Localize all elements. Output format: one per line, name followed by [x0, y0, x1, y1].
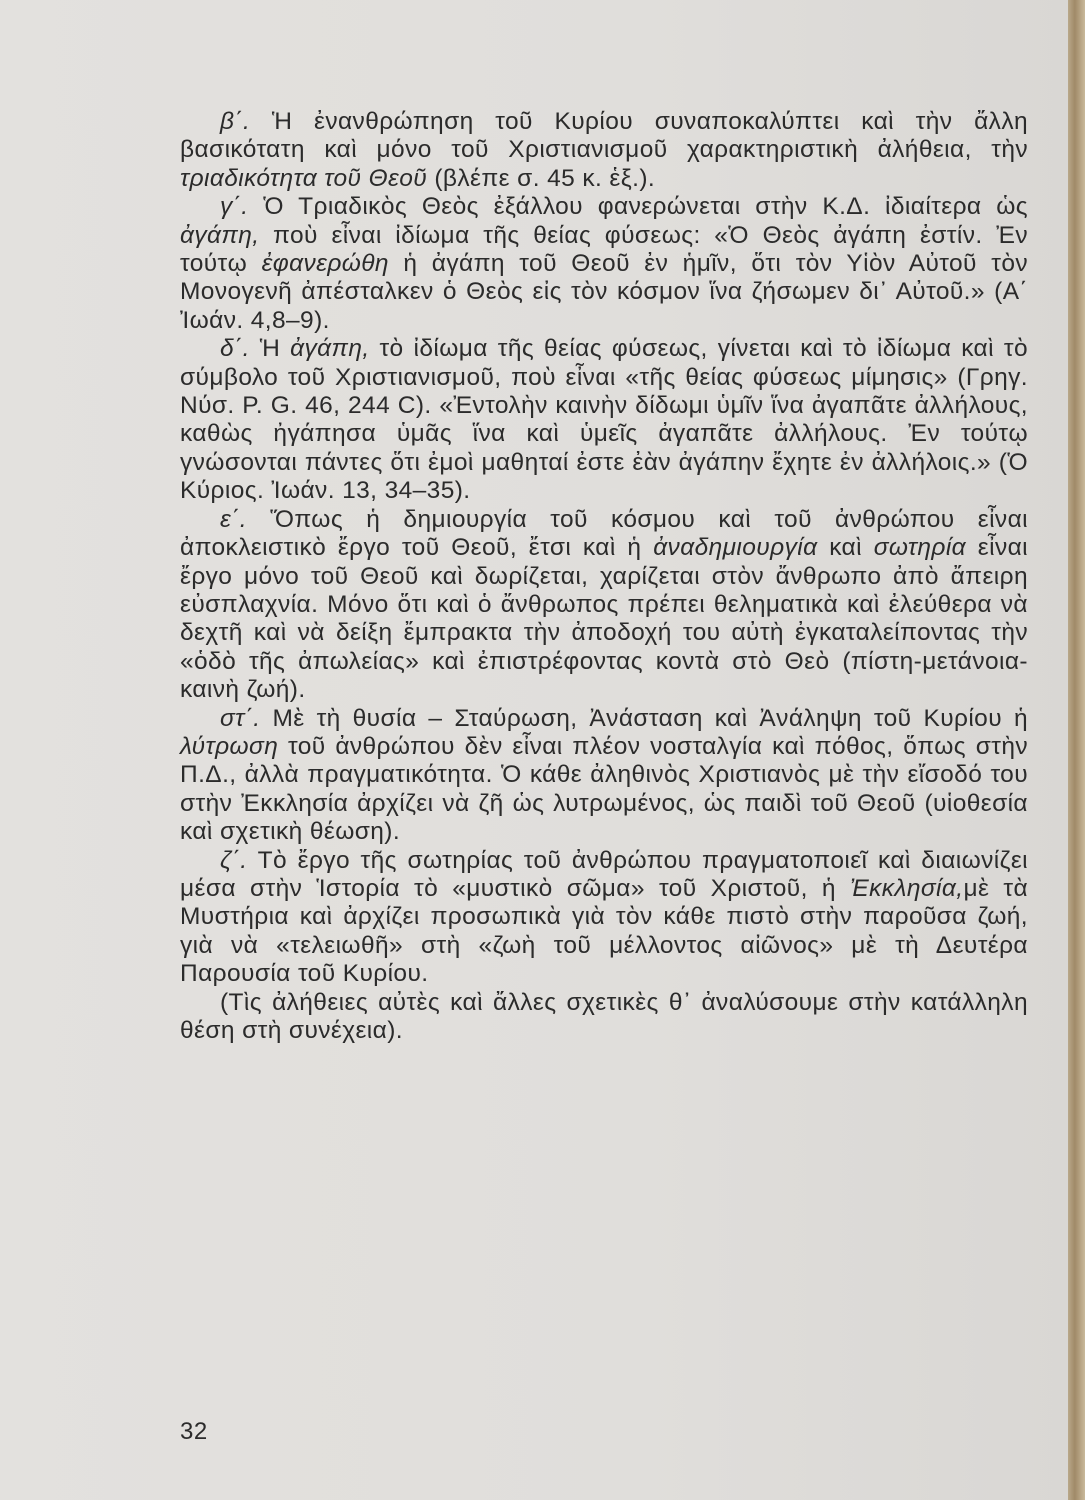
paragraph: [180, 847, 1028, 989]
text-segment: Ὁ Τριαδικὸς Θεὸς ἐξάλλου φανερώνεται στὴν Κ.Δ. ἰδιαίτερα ὡς: [248, 193, 1028, 221]
emphasized-text: ἐφανερώθη: [261, 250, 389, 278]
text-segment: Ἡ: [249, 335, 291, 363]
text-segment: μὲ τὰ Μυστήρια καὶ ἀρχίζει προσωπικὰ γιὰ τὸν κάθε πιστὸ στὴν παροῦσα ζωή, γιὰ νὰ «τελειωθῆ» στὴ «ζωὴ τοῦ μέλλοντος αἰῶνος» μὲ τὴ Δευτέρα Παρουσία τοῦ Κυρίου.: [180, 874, 1029, 988]
paragraph-label: γ΄.: [220, 193, 249, 221]
text-segment: ἡ ἀγάπη τοῦ Θεοῦ ἐν ἡμῖν, ὅτι τὸν Υἱὸν Αὐτοῦ τὸν Μονογενῆ ἀπέσταλκεν ὁ Θεὸς εἰς τὸν κόσμον ἵνα ζήσωμεν δι᾽ Αὐτοῦ.» (Α΄ Ἰωάν. 4,8–9).: [180, 250, 1028, 334]
text-segment: τοῦ ἀνθρώπου δὲν εἶναι πλέον νοσταλγία καὶ πόθος, ὅπως στὴν Π.Δ., ἀλλὰ πραγματικότητα. Ὁ κάθε ἀληθινὸς Χριστιανὸς μὲ τὴν εἴσοδό του στὴν Ἐκκλησία ἀρχίζει νὰ ζῆ ὡς λυτρωμένος, ὡς παιδὶ τοῦ Θεοῦ (υἱοθεσία καὶ σχετικὴ θέωση).: [180, 732, 1028, 846]
text-segment: καὶ: [817, 534, 874, 562]
paragraph-label: ζ΄.: [220, 846, 248, 874]
emphasized-text: ἀγάπη,: [290, 335, 370, 363]
page-number: 32: [180, 1418, 208, 1445]
paragraph: [180, 506, 1028, 705]
paragraph-label: β΄.: [220, 108, 251, 135]
paragraph-label: ε΄.: [220, 505, 247, 533]
text-segment: εἶναι ἔργο μόνο τοῦ Θεοῦ καὶ δωρίζεται, χαρίζεται στὸν ἄνθρωπο ἀπὸ ἄπειρη εὐσπλαχνία. Μόνο ὅτι καὶ ὁ ἄνθρωπος πρέπει θεληματικὰ καὶ ἐλεύθερα νὰ δεχτῆ καὶ νὰ δείξη ἔμπρακτα τὴν ἀποδοχή του αὐτὴ ἐγκαταλείποντας τὴν «ὁδὸ τῆς ἀπωλείας» καὶ ἐπιστρέφοντας κοντὰ στὸ Θεὸ (πίστη-μετάνοια-καινὴ ζωή).: [180, 534, 1029, 704]
text-segment: Τὸ ἔργο τῆς σωτηρίας τοῦ ἀνθρώπου πραγματοποιεῖ καὶ διαιωνίζει μέσα στὴν Ἱστορία τὸ «μυστικὸ σῶμα» τοῦ Χριστοῦ, ἡ: [180, 846, 1028, 902]
paragraph: [180, 335, 1028, 505]
emphasized-text: ἀγάπη,: [180, 221, 260, 249]
emphasized-text: Ἐκκλησία,: [849, 874, 964, 902]
paragraph: [180, 705, 1028, 847]
text-segment: Μὲ τὴ θυσία – Σταύρωση, Ἀνάσταση καὶ Ἀνάληψη τοῦ Κυρίου ἡ: [260, 704, 1028, 732]
text-segment: (Τὶς ἀλήθειες αὐτὲς καὶ ἄλλες σχετικὲς θ᾽ ἀναλύσουμε στὴν κατάλληλη θέση στὴ συνέχεια).: [180, 988, 1028, 1044]
text-segment: (βλέπε σ. 45 κ. ἑξ.).: [427, 164, 656, 192]
text-segment: Ὅπως ἡ δημιουργία τοῦ κόσμου καὶ τοῦ ἀνθρώπου εἶναι ἀποκλειστικὸ ἔργο τοῦ Θεοῦ, ἔτσι καὶ ἡ: [180, 505, 1028, 562]
paragraph: [180, 108, 1028, 193]
emphasized-text: σωτηρία: [873, 534, 967, 562]
body-text: [180, 108, 1028, 1045]
paragraph: [180, 193, 1028, 335]
emphasized-text: λύτρωση: [180, 732, 279, 760]
text-segment: Ἡ ἐνανθρώπηση τοῦ Κυρίου συναποκαλύπτει καὶ τὴν ἄλλη βασικότατη καὶ μόνο τοῦ Χριστιανισμοῦ χαρακτηριστικὴ ἀλήθεια, τὴν: [180, 108, 1028, 164]
emphasized-text: τριαδικότητα τοῦ Θεοῦ: [180, 164, 428, 192]
paragraph: [180, 989, 1028, 1046]
paragraph-label: στ΄.: [220, 704, 261, 732]
book-spine-edge: [1068, 0, 1085, 1500]
paragraph-label: δ΄.: [220, 335, 250, 363]
emphasized-text: ἀναδημιουργία: [653, 534, 818, 562]
text-segment: ποὺ εἶναι ἰδίωμα τῆς θείας φύσεως: «Ὁ Θεὸς ἀγάπη ἐστίν. Ἐν τούτῳ: [180, 221, 1028, 278]
text-segment: τὸ ἰδίωμα τῆς θείας φύσεως, γίνεται καὶ τὸ ἰδίωμα καὶ τὸ σύμβολο τοῦ Χριστιανισμοῦ, ποὺ εἶναι «τῆς θείας φύσεως μίμησις» (Γρηγ. Νύσ. P. G. 46, 244 C). «Ἐντολὴν καινὴν δίδωμι ὑμῖν ἵνα ἀγαπᾶτε ἀλλήλους, καθὼς ἠγάπησα ὑμᾶς ἵνα καὶ ὑμεῖς ἀγαπᾶτε ἀλλήλους. Ἐν τούτῳ γνώσονται πάντες ὅτι ἐμοὶ μαθηταί ἐστε ἐὰν ἀγάπην ἔχητε ἐν ἀλλήλοις.» (Ὁ Κύριος. Ἰωάν. 13, 34–35).: [180, 335, 1028, 505]
